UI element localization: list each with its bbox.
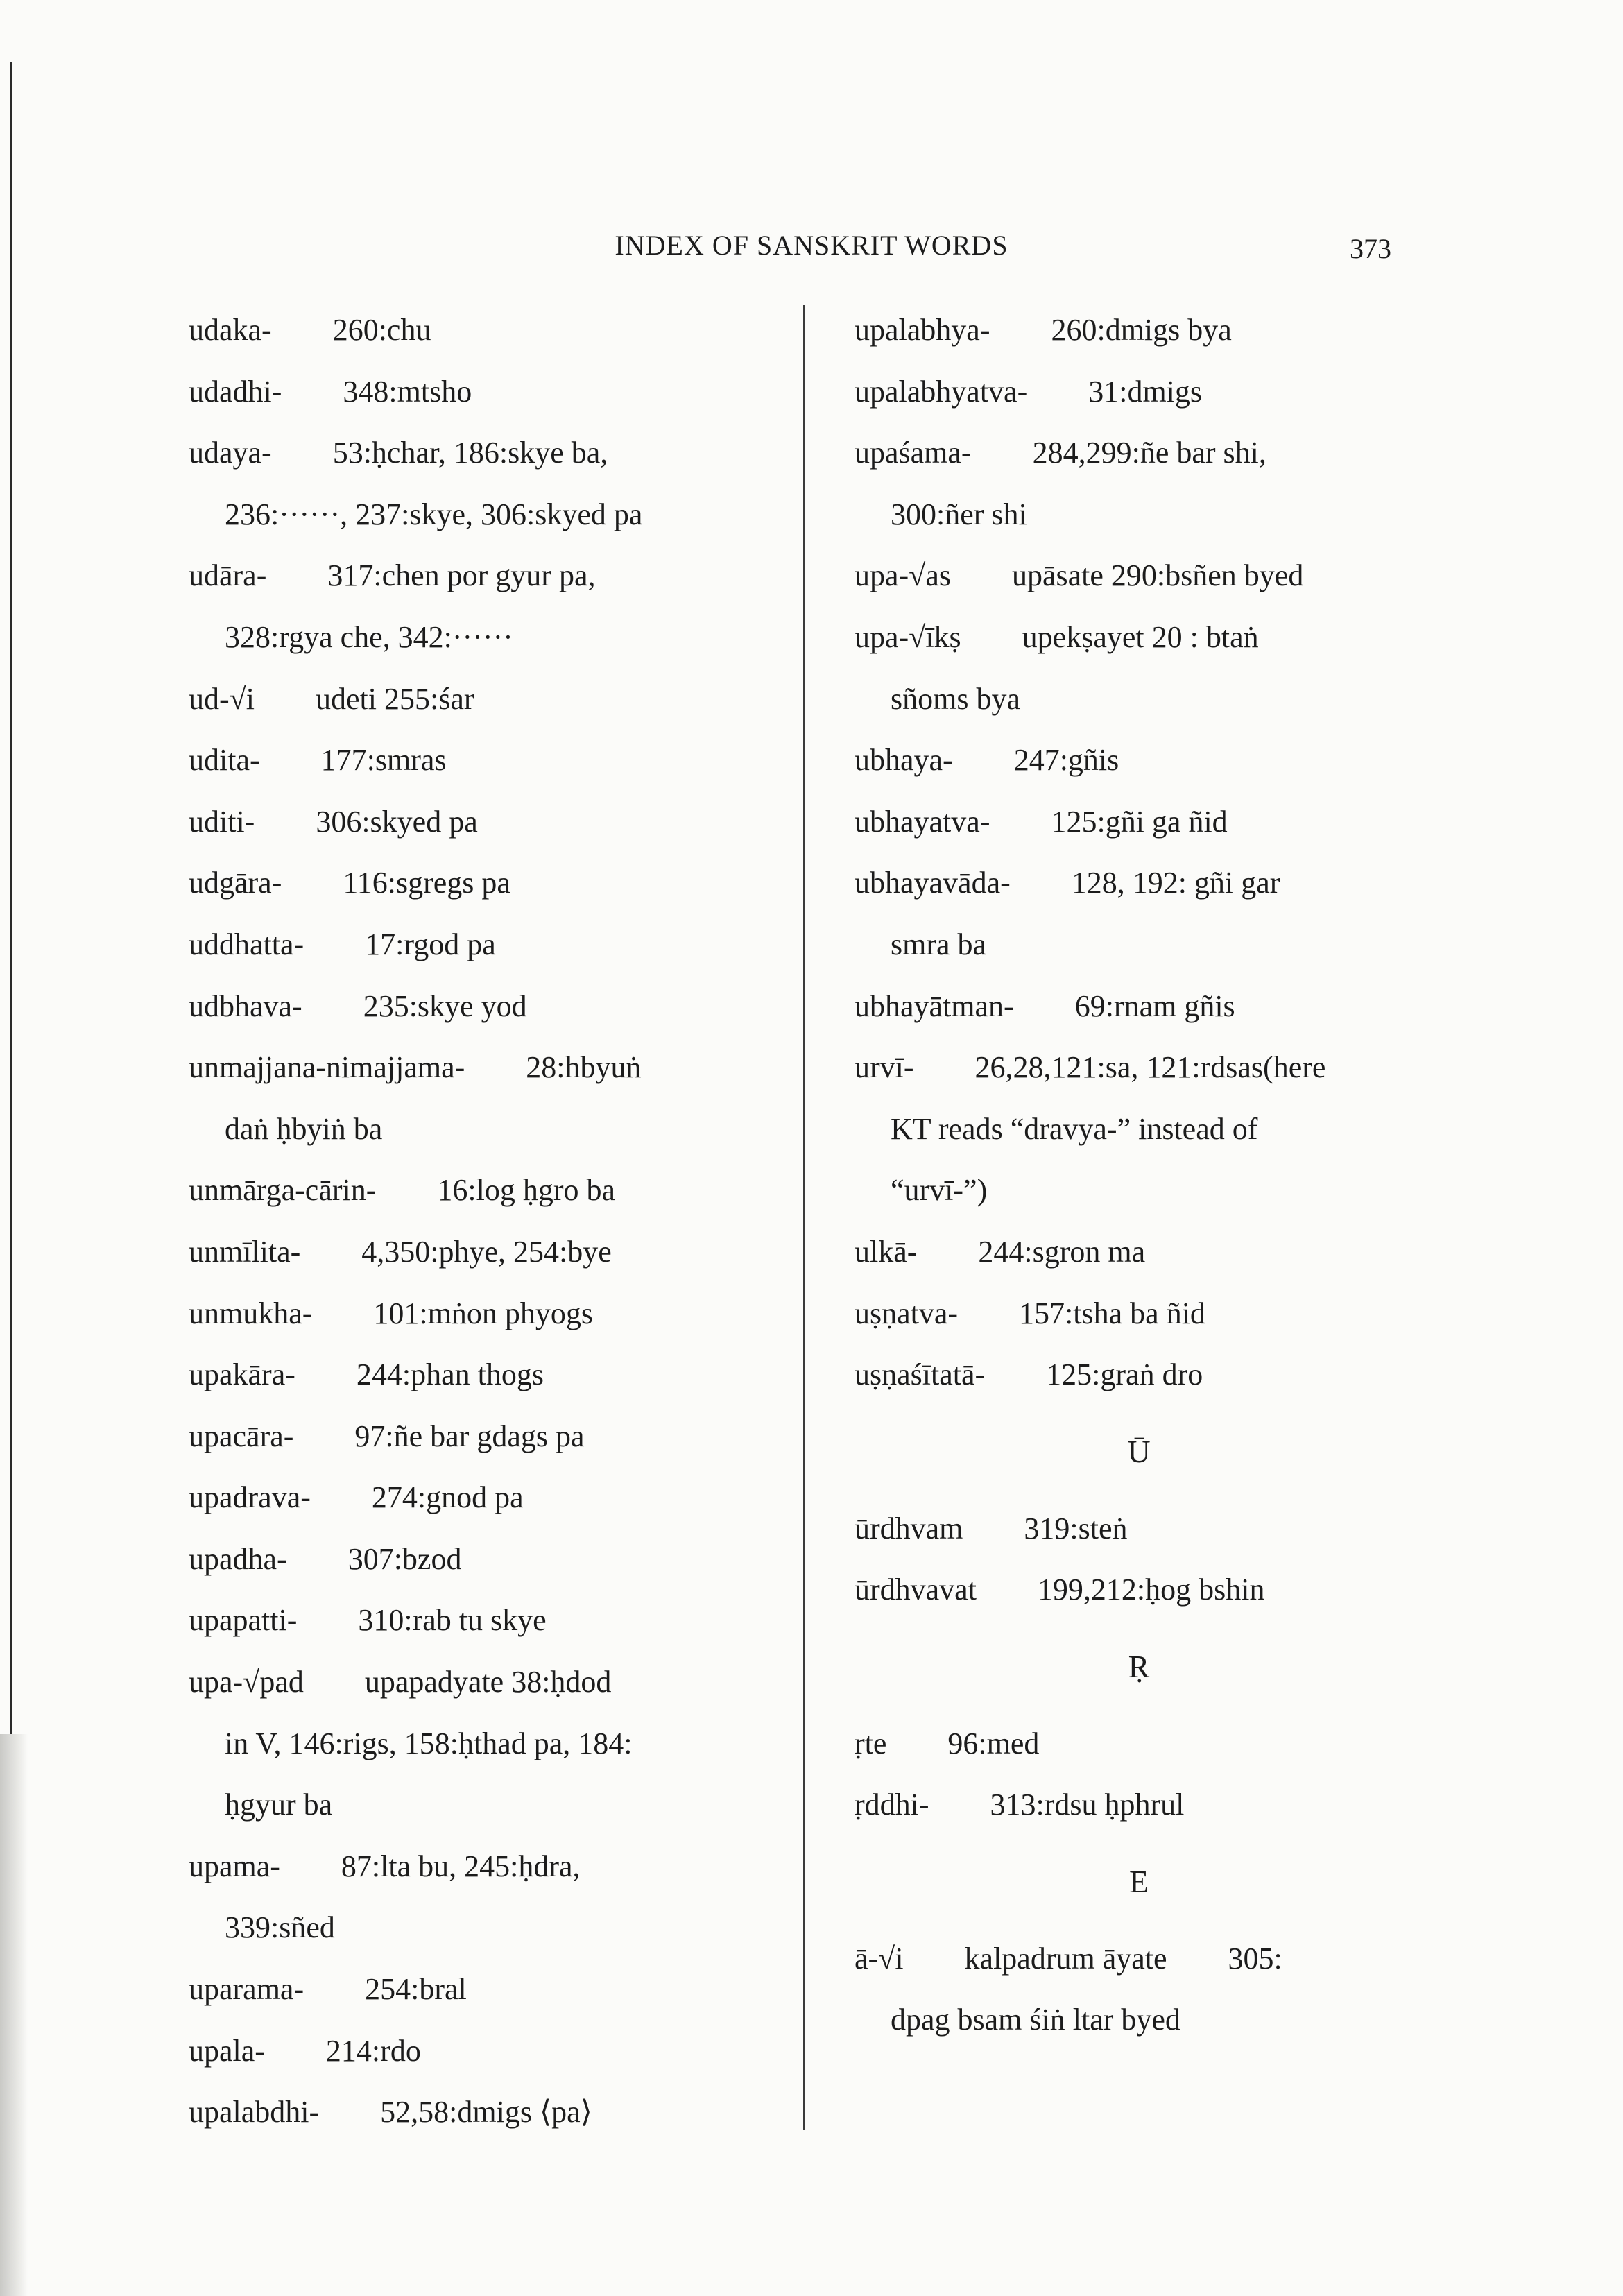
index-entry-continuation: 339:sñed	[225, 1910, 335, 1945]
index-entry: udaya- 53:ḥchar, 186:skye ba,	[189, 436, 608, 470]
index-entry: upalabdhi- 52,58:dmigs ⟨pa⟩	[189, 2095, 592, 2130]
index-entry: ud-√i udeti 255:śar	[189, 681, 474, 716]
index-entry: uddhatta- 17:rgod pa	[189, 927, 496, 961]
index-entry-continuation: 328:rgya che, 342:······	[225, 619, 513, 654]
section-heading-r: Ṛ	[1128, 1648, 1150, 1684]
index-entry: ā-√i kalpadrum āyate 305:	[855, 1941, 1282, 1976]
index-entry: upapatti- 310:rab tu skye	[189, 1603, 547, 1638]
index-entry: urvī- 26,28,121:sa, 121:rdsas(here	[855, 1050, 1326, 1085]
index-entry: upaśama- 284,299:ñe bar shi,	[855, 436, 1266, 470]
index-entry: uṣṇatva- 157:tsha ba ñid	[855, 1296, 1205, 1330]
index-entry: upalabhya- 260:dmigs bya	[855, 313, 1232, 347]
page-number: 373	[1350, 233, 1391, 264]
index-entry: upala- 214:rdo	[189, 2033, 421, 2068]
index-entry: upalabhyatva- 31:dmigs	[855, 374, 1203, 409]
index-entry: ūrdhvavat 199,212:ḥog bshin	[855, 1573, 1265, 1607]
index-entry: upacāra- 97:ñe bar gdags pa	[189, 1419, 585, 1453]
index-entry-continuation: smra ba	[891, 927, 987, 961]
index-entry-continuation: daṅ ḥbyiṅ ba	[225, 1111, 383, 1146]
right-column	[855, 300, 1423, 2051]
index-entry-continuation: in V, 146:rigs, 158:ḥthad pa, 184:	[225, 1726, 633, 1760]
index-entry: ubhayātman- 69:rnam gñis	[855, 988, 1235, 1023]
index-entry: unmajjana-nimajjama- 28:hbyuṅ	[189, 1050, 642, 1085]
index-entry: ūrdhvam 319:steṅ	[855, 1511, 1128, 1545]
index-entry-continuation: 236:······, 237:skye, 306:skyed pa	[225, 497, 643, 531]
index-entry: upadrava- 274:gnod pa	[189, 1480, 524, 1515]
index-entry-continuation: sñoms bya	[891, 681, 1020, 716]
index-entry: udaka- 260:chu	[189, 313, 431, 347]
index-entry: uṣṇaśītatā- 125:graṅ dro	[855, 1357, 1203, 1392]
index-entry: ubhayavāda- 128, 192: gñi gar	[855, 866, 1280, 900]
index-entry: ṛddhi- 313:rdsu ḥphrul	[855, 1788, 1185, 1822]
index-entry-continuation: 300:ñer shi	[891, 497, 1027, 531]
section-heading-e: E	[1128, 1863, 1149, 1899]
index-entry: unmīlita- 4,350:phye, 254:bye	[189, 1234, 612, 1269]
index-entry: uditi- 306:skyed pa	[189, 804, 478, 839]
index-entry: upadha- 307:bzod	[189, 1541, 462, 1576]
index-entry: udāra- 317:chen por gyur pa,	[189, 558, 596, 593]
index-entry: udbhava- 235:skye yod	[189, 988, 527, 1023]
index-entry: upakāra- 244:phan thogs	[189, 1357, 544, 1392]
index-entry: upa-√pad upapadyate 38:ḥdod	[189, 1665, 612, 1699]
index-entry: uparama- 254:bral	[189, 1972, 467, 2007]
page-title: INDEX OF SANSKRIT WORDS	[615, 230, 1008, 261]
index-entry-continuation: “urvī-”)	[891, 1173, 988, 1208]
index-entry: upa-√īkṣ upekṣayet 20 : btaṅ	[855, 619, 1259, 654]
index-entry: udadhi- 348:mtsho	[189, 374, 472, 409]
index-entry-continuation: ḥgyur ba	[225, 1788, 333, 1822]
left-column	[189, 300, 785, 2143]
index-entry: ṛte 96:med	[855, 1726, 1040, 1760]
index-entry: unmukha- 101:mṅon phyogs	[189, 1296, 593, 1330]
page-edge-shadow	[0, 1734, 28, 2296]
column-divider	[803, 305, 805, 2130]
index-entry: udita- 177:smras	[189, 743, 447, 778]
index-entry: udgāra- 116:sgregs pa	[189, 866, 510, 900]
index-entry: ubhaya- 247:gñis	[855, 743, 1119, 778]
index-entry: unmārga-cārin- 16:log ḥgro ba	[189, 1173, 616, 1208]
index-entry: ulkā- 244:sgron ma	[855, 1234, 1146, 1269]
index-entry: ubhayatva- 125:gñi ga ñid	[855, 804, 1228, 839]
section-heading-u-long: Ū	[1127, 1433, 1151, 1469]
index-entry-continuation: KT reads “dravya-” instead of	[891, 1111, 1258, 1146]
index-entry: upa-√as upāsate 290:bsñen byed	[855, 558, 1304, 593]
index-entry: upama- 87:lta bu, 245:ḥdra,	[189, 1849, 581, 1883]
index-entry-continuation: dpag bsam śiṅ ltar byed	[891, 2003, 1180, 2037]
